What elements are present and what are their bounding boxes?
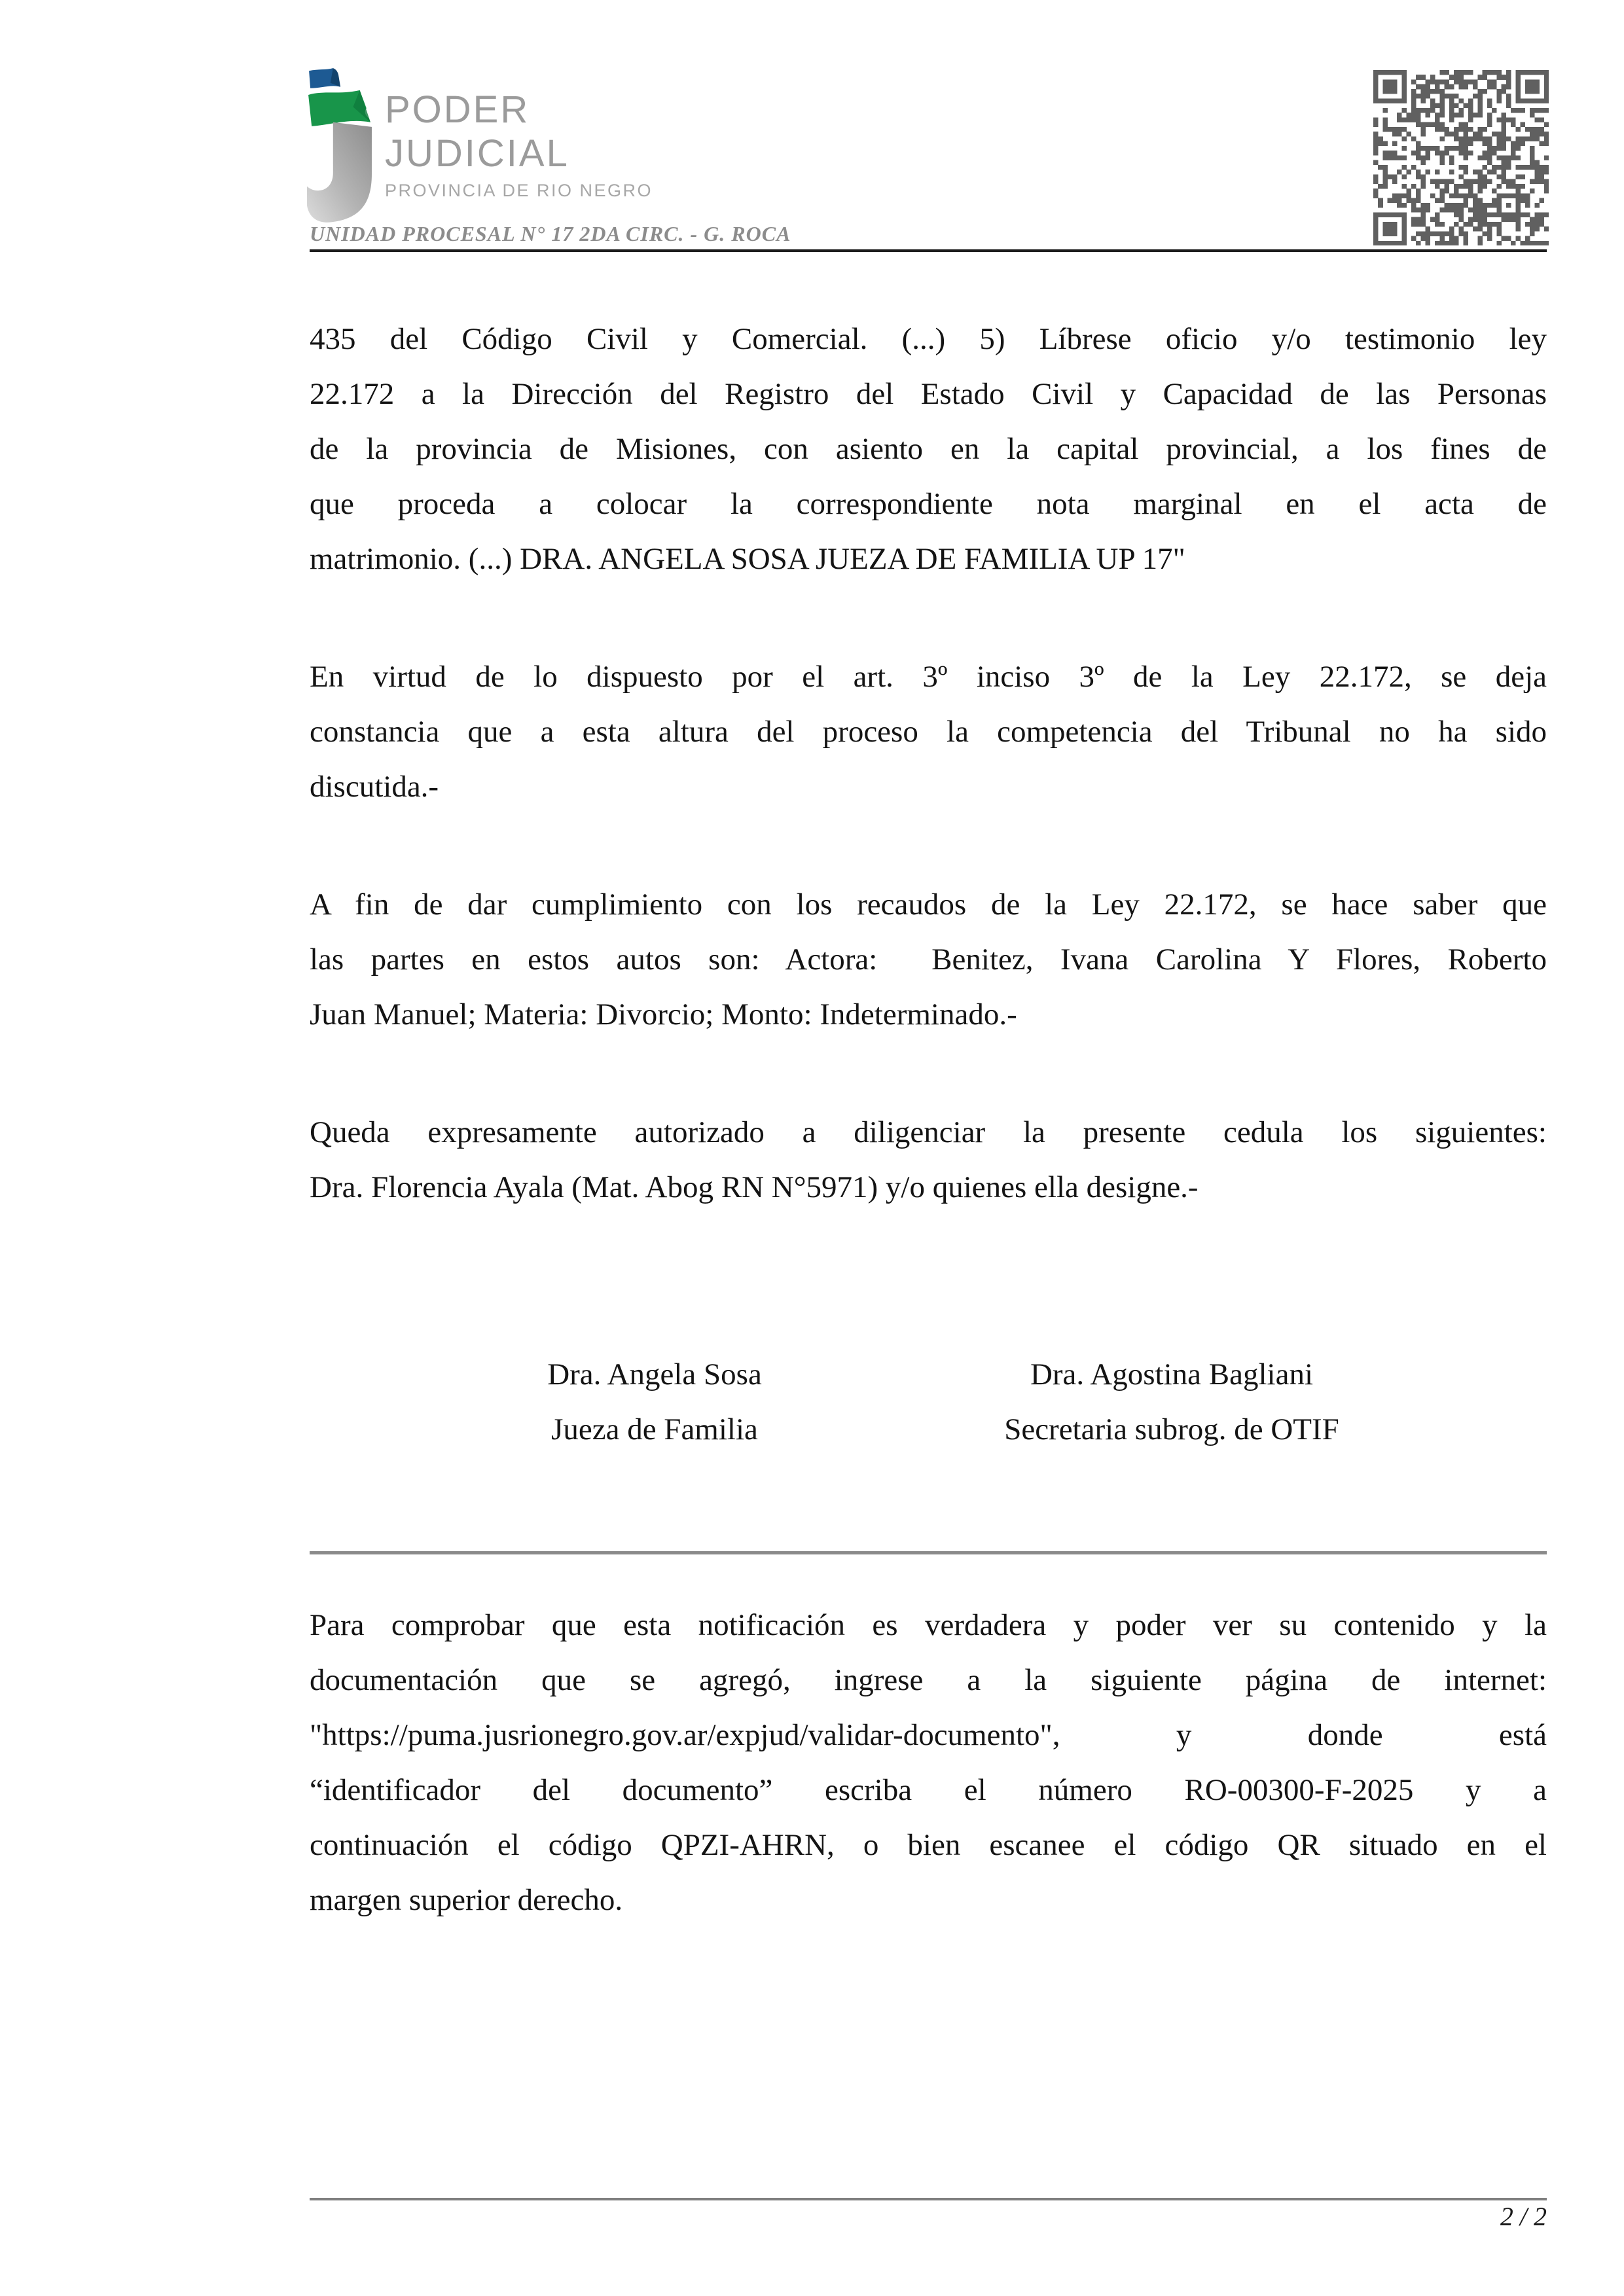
signature-role: Jueza de Familia bbox=[551, 1412, 758, 1446]
header-rule bbox=[310, 249, 1547, 252]
paragraph-autorizacion bbox=[310, 1105, 1547, 1215]
text-line: A fin de dar cumplimiento con los recaudos de la Ley 22.172, se hace saber que bbox=[310, 888, 1547, 922]
document-body bbox=[310, 312, 1547, 1278]
court-unit-name: UNIDAD PROCESAL N° 17 2DA CIRC. - G. ROCA bbox=[310, 222, 791, 245]
signature-secretary bbox=[943, 1347, 1401, 1457]
signature-role: Secretaria subrog. de OTIF bbox=[1004, 1412, 1339, 1446]
qr-modules bbox=[1373, 70, 1549, 245]
verification-notice bbox=[310, 1598, 1547, 1928]
text-line: constancia que a esta altura del proceso la competencia del Tribunal no ha sido bbox=[310, 715, 1547, 749]
text-line: continuación el código QPZI-AHRN, o bien escanee el código QR situado en el bbox=[310, 1828, 1547, 1862]
text-line: matrimonio. (...) DRA. ANGELA SOSA JUEZA DE FAMILIA UP 17" bbox=[310, 542, 1185, 576]
text-line: las partes en estos autos son: Actora: Benitez, Ivana Carolina Y Flores, Roberto bbox=[310, 942, 1547, 977]
text-line: documentación que se agregó, ingrese a la siguiente página de internet: bbox=[310, 1663, 1547, 1697]
text-line: “identificador del documento” escriba el número RO-00300-F-2025 y a bbox=[310, 1773, 1547, 1807]
text-line: discutida.- bbox=[310, 770, 439, 804]
logo-subtitle: PROVINCIA DE RIO NEGRO bbox=[385, 181, 653, 200]
text-line: Para comprobar que esta notificación es verdadera y poder ver su contenido y la bbox=[310, 1608, 1547, 1642]
logo-title-line2: JUDICIAL bbox=[385, 132, 569, 175]
text-line: 22.172 a la Dirección del Registro del Estado Civil y Capacidad de las Personas bbox=[310, 377, 1547, 411]
text-line: Queda expresamente autorizado a diligenciar la presente cedula los siguientes: bbox=[310, 1115, 1547, 1149]
signature-judge bbox=[458, 1347, 851, 1457]
paragraph-partes bbox=[310, 877, 1547, 1042]
logo-wordmark bbox=[385, 88, 653, 201]
text-line: Juan Manuel; Materia: Divorcio; Monto: Indeterminado.- bbox=[310, 997, 1017, 1031]
logo-j-mark bbox=[307, 122, 372, 223]
signature-name: Dra. Agostina Bagliani bbox=[1030, 1357, 1314, 1391]
text-line: que proceda a colocar la correspondiente nota marginal en el acta de bbox=[310, 487, 1547, 521]
qr-code bbox=[1373, 70, 1549, 245]
paragraph-competencia bbox=[310, 649, 1547, 814]
signature-name: Dra. Angela Sosa bbox=[547, 1357, 762, 1391]
section-divider bbox=[310, 1551, 1547, 1554]
logo-title-line1: PODER bbox=[385, 88, 530, 131]
text-line: En virtud de lo dispuesto por el art. 3º inciso 3º de la Ley 22.172, se deja bbox=[310, 660, 1547, 694]
text-line: "https://puma.jusrionegro.gov.ar/expjud/validar-documento", y donde está bbox=[310, 1718, 1547, 1752]
text-line: Dra. Florencia Ayala (Mat. Abog RN N°5971) y/o quienes ella designe.- bbox=[310, 1170, 1199, 1204]
page-indicator: 2 / 2 bbox=[1500, 2202, 1547, 2231]
poder-judicial-logo-icon bbox=[306, 67, 373, 224]
text-line: 435 del Código Civil y Comercial. (...) 5) Líbrese oficio y/o testimonio ley bbox=[310, 322, 1547, 356]
text-line: de la provincia de Misiones, con asiento en la capital provincial, a los fines de bbox=[310, 432, 1547, 466]
text-line: margen superior derecho. bbox=[310, 1883, 623, 1917]
paragraph-resolution bbox=[310, 312, 1547, 586]
footer-rule bbox=[310, 2198, 1547, 2200]
